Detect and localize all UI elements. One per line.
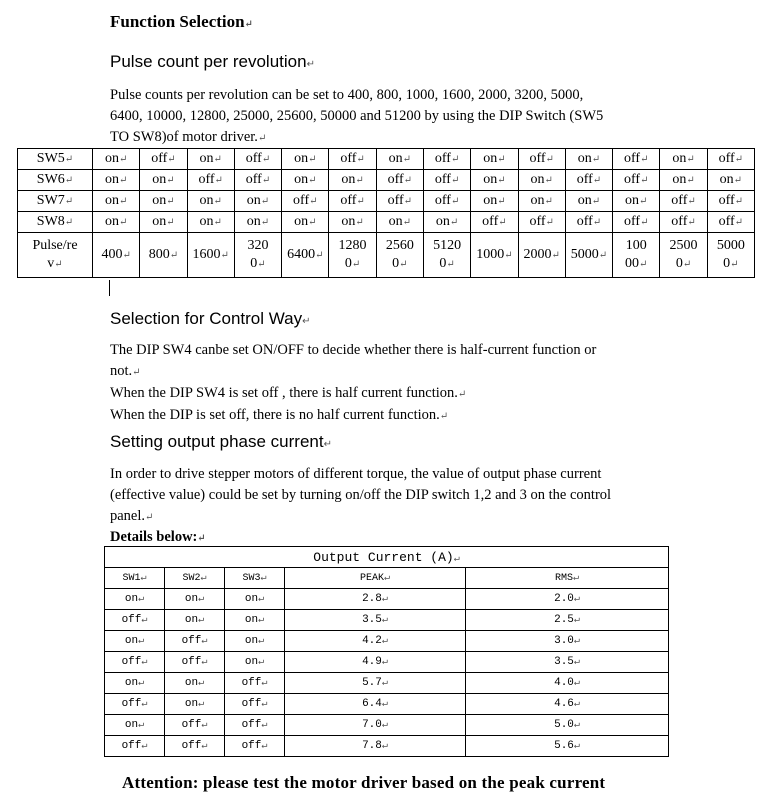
pulse-cell: on↵ xyxy=(187,212,234,233)
pulse-cell: on↵ xyxy=(93,170,140,191)
current-table-cell: off↵ xyxy=(105,694,165,715)
pulse-cell: off↵ xyxy=(234,149,281,170)
current-table-cell: 4.9↵ xyxy=(285,652,466,673)
current-table-row xyxy=(105,736,669,757)
pulse-cell: on↵ xyxy=(518,170,565,191)
pulse-cell: off↵ xyxy=(376,170,423,191)
pulse-value-cell: 400↵ xyxy=(93,233,140,278)
pulse-cell: on↵ xyxy=(93,212,140,233)
current-table-cell: 3.5↵ xyxy=(466,652,669,673)
current-table-header: SW2↵ xyxy=(165,568,225,589)
pulse-cell: off↵ xyxy=(707,212,754,233)
pulse-value-cell: 2560 0↵ xyxy=(376,233,423,278)
control-line: not.↵ xyxy=(110,363,141,379)
pulse-value-cell: 800↵ xyxy=(140,233,187,278)
pulse-cell: on↵ xyxy=(282,170,329,191)
pulse-table-row xyxy=(18,149,755,170)
pulse-cell: off↵ xyxy=(140,149,187,170)
pulse-cell: off↵ xyxy=(376,191,423,212)
current-table-cell: on↵ xyxy=(105,715,165,736)
pulse-cell: on↵ xyxy=(565,149,612,170)
pulse-cell: off↵ xyxy=(613,170,660,191)
current-table-title-row xyxy=(105,547,669,568)
pulse-cell: off↵ xyxy=(423,170,470,191)
pulse-value-cell: 6400↵ xyxy=(282,233,329,278)
current-table-cell: 5.6↵ xyxy=(466,736,669,757)
current-table-cell: on↵ xyxy=(165,694,225,715)
current-heading: Setting output phase current↵ xyxy=(110,432,332,451)
pulse-value-row xyxy=(18,233,755,278)
pulse-cell: on↵ xyxy=(565,191,612,212)
pulse-cell: off↵ xyxy=(613,149,660,170)
current-table-cell: 6.4↵ xyxy=(285,694,466,715)
current-table-cell: 2.8↵ xyxy=(285,589,466,610)
pulse-cell: off↵ xyxy=(660,212,707,233)
pulse-cell: on↵ xyxy=(93,191,140,212)
current-table-cell: on↵ xyxy=(165,589,225,610)
current-table-cell: off↵ xyxy=(225,673,285,694)
pulse-cell: off↵ xyxy=(565,212,612,233)
pulse-cell: off↵ xyxy=(471,212,518,233)
pulse-cell: on↵ xyxy=(140,212,187,233)
pulse-cell: off↵ xyxy=(518,149,565,170)
pulse-table-row xyxy=(18,191,755,212)
pulse-cell: on↵ xyxy=(234,191,281,212)
current-table-cell: off↵ xyxy=(225,736,285,757)
pulse-value-cell: 5000↵ xyxy=(565,233,612,278)
pulse-value-cell: 2000↵ xyxy=(518,233,565,278)
current-table-cell: on↵ xyxy=(225,652,285,673)
current-table-header: RMS↵ xyxy=(466,568,669,589)
pulse-value-cell: 1000↵ xyxy=(471,233,518,278)
pulse-cell: off↵ xyxy=(707,149,754,170)
pulse-cell: on↵ xyxy=(376,149,423,170)
pulse-cell: off↵ xyxy=(565,170,612,191)
current-table-row xyxy=(105,610,669,631)
pulse-cell: off↵ xyxy=(660,191,707,212)
pulse-paragraph-line: Pulse counts per revolution can be set to 400, 800, 1000, 1600, 2000, 3200, 5000, xyxy=(110,87,584,103)
current-table-cell: on↵ xyxy=(105,631,165,652)
current-table-cell: on↵ xyxy=(105,589,165,610)
current-paragraph-line: (effective value) could be set by turning on/off the DIP switch 1,2 and 3 on the control xyxy=(110,487,612,503)
pulse-cell: off↵ xyxy=(187,170,234,191)
current-table-cell: 7.0↵ xyxy=(285,715,466,736)
control-line: When the DIP SW4 is set off , there is half current function.↵ xyxy=(110,385,467,401)
pulse-cell: off↵ xyxy=(282,191,329,212)
pulse-cell: off↵ xyxy=(423,149,470,170)
pulse-cell: on↵ xyxy=(93,149,140,170)
pulse-cell: on↵ xyxy=(140,170,187,191)
pulse-cell: on↵ xyxy=(423,212,470,233)
pulse-paragraph xyxy=(110,85,670,149)
current-paragraph-line: In order to drive stepper motors of different torque, the value of output phase current xyxy=(110,466,602,482)
page-title: Function Selection↵ xyxy=(110,12,253,31)
current-table-cell: 4.2↵ xyxy=(285,631,466,652)
current-table-cell: on↵ xyxy=(225,589,285,610)
pulse-cell: off↵ xyxy=(707,191,754,212)
pulse-cell: on↵ xyxy=(518,191,565,212)
current-table-cell: off↵ xyxy=(225,694,285,715)
current-table-cell: on↵ xyxy=(225,610,285,631)
pulse-cell: on↵ xyxy=(187,191,234,212)
current-table-header: SW3↵ xyxy=(225,568,285,589)
current-table-cell: off↵ xyxy=(165,736,225,757)
pulse-cell: on↵ xyxy=(707,170,754,191)
current-table-row xyxy=(105,589,669,610)
pulse-value-cell: 2500 0↵ xyxy=(660,233,707,278)
pulse-cell: on↵ xyxy=(140,191,187,212)
current-table-cell: 2.0↵ xyxy=(466,589,669,610)
pulse-cell: on↵ xyxy=(329,212,376,233)
pulse-cell: off↵ xyxy=(423,191,470,212)
current-table-cell: 2.5↵ xyxy=(466,610,669,631)
pulse-cell: off↵ xyxy=(329,191,376,212)
current-table-cell: off↵ xyxy=(105,610,165,631)
current-table-cell: off↵ xyxy=(105,652,165,673)
pulse-value-cell: 1600↵ xyxy=(187,233,234,278)
current-table-cell: off↵ xyxy=(225,715,285,736)
current-table-cell: 5.7↵ xyxy=(285,673,466,694)
pulse-cell: on↵ xyxy=(376,212,423,233)
pulse-row-label: SW7↵ xyxy=(18,191,93,212)
pulse-cell: off↵ xyxy=(234,170,281,191)
current-table-cell: 3.0↵ xyxy=(466,631,669,652)
current-table-row xyxy=(105,652,669,673)
current-table-cell: on↵ xyxy=(225,631,285,652)
pulse-cell: on↵ xyxy=(660,149,707,170)
current-table-row xyxy=(105,694,669,715)
current-table-cell: 4.6↵ xyxy=(466,694,669,715)
control-heading: Selection for Control Way↵ xyxy=(110,309,311,328)
details-label: Details below:↵ xyxy=(110,529,206,545)
pulse-value-cell: 1280 0↵ xyxy=(329,233,376,278)
pulse-table-row xyxy=(18,212,755,233)
pulse-cell: on↵ xyxy=(187,149,234,170)
current-table-cell: 7.8↵ xyxy=(285,736,466,757)
current-table-header: SW1↵ xyxy=(105,568,165,589)
pulse-row-label: Pulse/re v↵ xyxy=(18,233,93,278)
pulse-cell: off↵ xyxy=(613,212,660,233)
current-table-header-row xyxy=(105,568,669,589)
current-table-title: Output Current (A)↵ xyxy=(105,547,669,568)
pulse-cell: on↵ xyxy=(471,149,518,170)
current-table-cell: off↵ xyxy=(105,736,165,757)
current-table xyxy=(104,546,669,757)
control-line: When the DIP is set off, there is no half current function.↵ xyxy=(110,407,449,423)
pulse-cell: on↵ xyxy=(471,170,518,191)
control-paragraph xyxy=(110,340,670,427)
pulse-cell: off↵ xyxy=(518,212,565,233)
current-table-cell: 5.0↵ xyxy=(466,715,669,736)
pulse-row-label: SW6↵ xyxy=(18,170,93,191)
pulse-cell: on↵ xyxy=(234,212,281,233)
current-paragraph-line: panel.↵ xyxy=(110,508,154,524)
text-cursor xyxy=(109,280,110,296)
current-table-row xyxy=(105,673,669,694)
pulse-cell: on↵ xyxy=(329,170,376,191)
current-table-cell: 3.5↵ xyxy=(285,610,466,631)
control-line: The DIP SW4 canbe set ON/OFF to decide whether there is half-current function or xyxy=(110,342,597,358)
current-table-cell: off↵ xyxy=(165,715,225,736)
pulse-cell: on↵ xyxy=(471,191,518,212)
current-table-cell: on↵ xyxy=(165,673,225,694)
pulse-paragraph-line: 6400, 10000, 12800, 25000, 25600, 50000 and 51200 by using the DIP Switch (SW5 xyxy=(110,108,604,124)
pulse-cell: on↵ xyxy=(613,191,660,212)
current-table-cell: on↵ xyxy=(105,673,165,694)
current-table-cell: on↵ xyxy=(165,610,225,631)
pulse-table-row xyxy=(18,170,755,191)
pulse-value-cell: 320 0↵ xyxy=(234,233,281,278)
current-paragraph xyxy=(110,464,670,528)
current-table-cell: 4.0↵ xyxy=(466,673,669,694)
current-table-row xyxy=(105,631,669,652)
pulse-value-cell: 100 00↵ xyxy=(613,233,660,278)
pulse-paragraph-line: TO SW8)of motor driver.↵ xyxy=(110,129,267,145)
pulse-cell: off↵ xyxy=(329,149,376,170)
pulse-row-label: SW5↵ xyxy=(18,149,93,170)
pulse-value-cell: 5000 0↵ xyxy=(707,233,754,278)
attention-note: Attention: please test the motor driver based on the peak current xyxy=(122,773,606,792)
pulse-cell: on↵ xyxy=(282,149,329,170)
pulse-cell: on↵ xyxy=(282,212,329,233)
pulse-heading: Pulse count per revolution↵ xyxy=(110,52,315,71)
current-table-header: PEAK↵ xyxy=(285,568,466,589)
current-table-cell: off↵ xyxy=(165,652,225,673)
pulse-value-cell: 5120 0↵ xyxy=(423,233,470,278)
pulse-table xyxy=(17,148,755,278)
pulse-row-label: SW8↵ xyxy=(18,212,93,233)
current-table-row xyxy=(105,715,669,736)
pulse-cell: on↵ xyxy=(660,170,707,191)
current-table-cell: off↵ xyxy=(165,631,225,652)
